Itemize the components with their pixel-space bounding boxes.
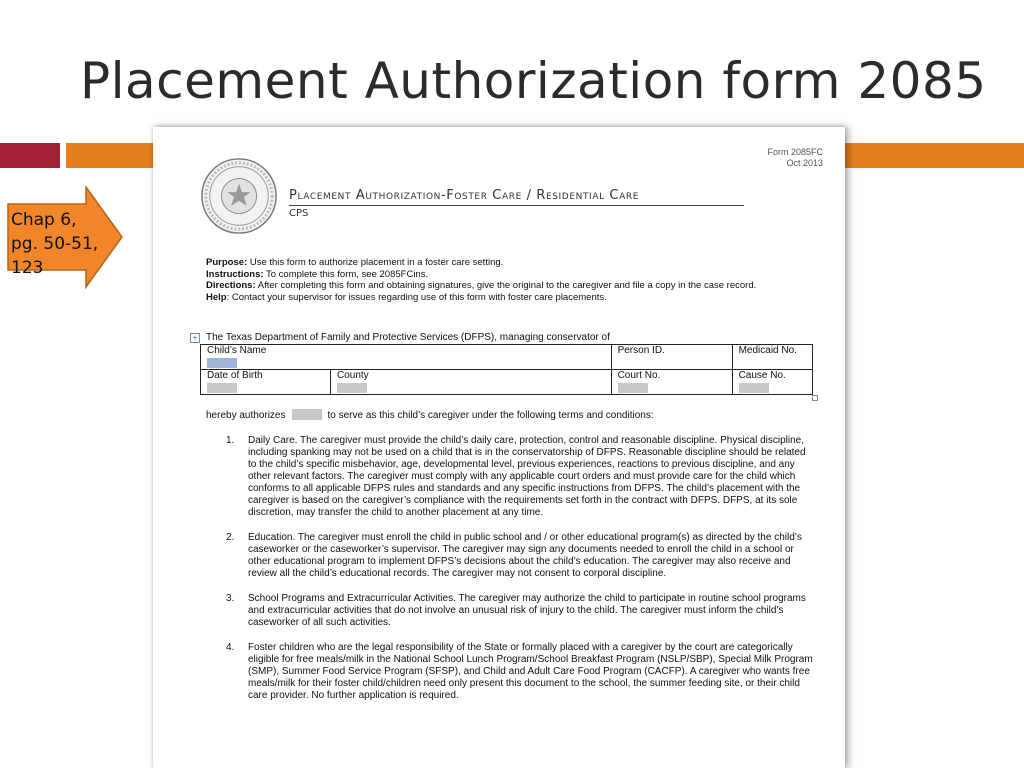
slide-title: Placement Authorization form 2085 [80,52,987,110]
term-text: Foster children who are the legal responsibility of the State or formally placed with a caregiver by the court are categorically eligible for free meals/milk in the National School Lunch Program/School Breakfast Program (NSLP/SBP), Special Milk Program (SMP), Summer Food Service Program (SFSP), and Child and Adult Care Food Program (CACFP). A caregiver who wants free meals/milk for their foster child/children need only present this document to the school, the summer feeding site, or their child care provider. No further application is required. [248,642,813,701]
list-item [226,532,816,580]
medicaid-no-label: Medicaid No. [738,345,797,356]
instructions-line [206,269,756,281]
medicaid-no-cell [732,345,812,370]
purpose-text: Use this form to authorize placement in a foster care setting. [247,257,504,268]
childs-name-cell [201,345,612,370]
cause-no-cell [732,370,812,395]
term-number: 3. [226,593,235,604]
form-number: Form 2085FC [767,147,823,157]
document-title: Placement Authorization-Foster Care / Residential Care [289,188,639,203]
purpose-label: Purpose: [206,257,248,268]
court-no-cell [611,370,732,395]
directions-label: Directions: [206,280,256,291]
title-underline [289,205,744,206]
form-id [767,147,823,169]
list-item [226,642,816,702]
term-number: 1. [226,435,235,446]
term-text: Daily Care. The caregiver must provide the child’s daily care, protection, control and reasonable discipline. Physical discipline, including spanking may not be used on a child that is in the conservatorship of DFPS. Reasonable discipline should be related to the child’s specific misbehavior, age, developmental level, previous experiences, reactions to previous discipline, and any other relevant factors. The caregiver must comply with any applicable court orders and must provide care for the child which conforms to all applicable DFPS rules and standards and any specific instructions from DFPS. The child’s placement with the caregiver is based on the caregiver’s compliance with the requirements set forth in the contract with DFPS. DFPS, at its sole discretion, may transfer the child to another placement at any time. [248,435,806,518]
date-of-birth-field[interactable] [207,383,237,393]
court-no-label: Court No. [617,370,661,381]
callout-text: Chap 6, pg. 50-51, 123 [11,210,99,278]
childs-name-label: Child’s Name [207,345,267,356]
county-label: County [337,370,369,381]
help-text: : Contact your supervisor for issues regarding use of this form with foster care placements. [226,291,607,303]
directions-line [206,280,756,292]
accent-bar-orange-right [845,143,1024,168]
date-of-birth-cell [201,370,331,395]
cause-no-field[interactable] [739,383,769,393]
childs-name-field[interactable] [207,358,237,368]
document-subtitle: CPS [289,208,309,219]
person-id-cell [611,345,732,370]
help-line [206,292,756,304]
county-field[interactable] [337,383,367,393]
table-row [201,345,813,370]
accent-bar-red [0,143,60,168]
authorize-text-after: to serve as this child’s caregiver under the following terms and conditions: [327,410,654,421]
term-text: Education. The caregiver must enroll the child in public school and / or other educational program(s) as directed by the child’s caseworker or the caseworker’s supervisor. The caregiver may sign any documents needed to enroll the child in a school or other educational program to implement DFPS’s decisions about the child’s education. The caregiver may also receive and review all the child’s educational records. The caregiver may not consent to corporal discipline. [248,532,802,579]
help-label: Help [206,291,227,303]
person-id-label: Person ID. [617,345,665,356]
table-row [201,370,813,395]
form-document [153,127,845,768]
authorization-line [206,409,654,421]
term-number: 4. [226,642,235,653]
term-text: School Programs and Extracurricular Activities. The caregiver may authorize the child to participate in routine school programs and extracurricular activities that do not involve an unusual risk of injury to the child. The caregiver must inform the child’s caseworker of all such activities. [248,593,806,628]
form-instructions [206,257,756,303]
accent-bar-orange-left [66,143,158,168]
court-no-field[interactable] [618,383,648,393]
intro-text: The Texas Department of Family and Protective Services (DFPS), managing conservator of [206,332,610,343]
county-cell [331,370,612,395]
purpose-line [206,257,756,269]
directions-text: After completing this form and obtaining signatures, give the original to the caregiver and file a copy in the case record. [255,280,757,291]
list-item [226,593,816,629]
texas-dfps-seal-icon [200,157,278,235]
list-item [226,435,816,519]
table-move-handle-icon[interactable]: + [190,333,200,343]
authorize-text-before: hereby authorizes [206,410,286,421]
caregiver-name-field[interactable] [292,409,322,420]
cause-no-label: Cause No. [738,370,786,381]
instructions-text: To complete this form, see 2085FCins. [263,268,429,280]
term-number: 2. [226,532,235,543]
terms-list [226,435,816,715]
form-date: Oct 2013 [786,158,823,168]
table-resize-handle[interactable] [812,395,818,401]
date-of-birth-label: Date of Birth [207,370,263,381]
child-info-table [200,344,813,395]
instructions-label: Instructions: [206,268,264,280]
